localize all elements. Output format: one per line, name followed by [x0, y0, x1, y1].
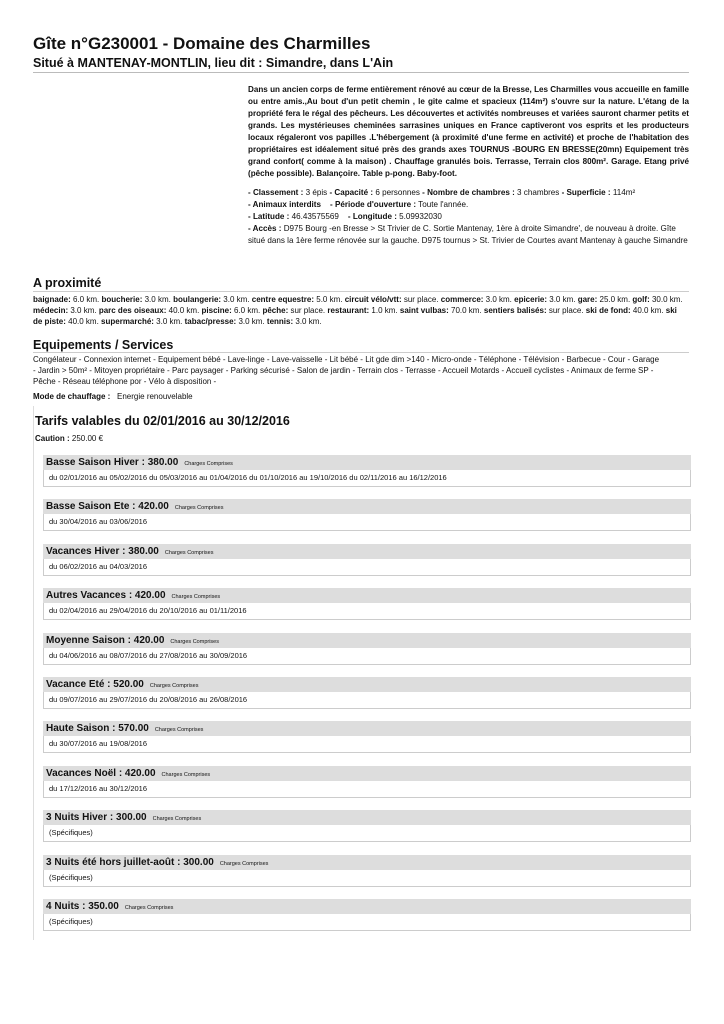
season-name: Vacances Noël : 420.00: [46, 767, 156, 779]
classement-label: - Classement :: [248, 188, 304, 197]
chambres-value: 3 chambres: [517, 188, 560, 197]
proximite-item-name: ski de fond:: [585, 306, 631, 315]
season-charges: Charges Comprises: [124, 905, 174, 911]
proximite-item-name: circuit vélo/vtt:: [344, 295, 402, 304]
season-header: [43, 899, 691, 914]
season-charges: Charges Comprises: [170, 638, 219, 645]
proximite-item-name: boulangerie:: [173, 295, 222, 304]
season-name: Basse Saison Ete : 420.00: [46, 501, 169, 513]
chauffage-line: [33, 391, 193, 402]
season-charges: Charges Comprises: [149, 683, 199, 689]
proximite-list: [33, 294, 685, 327]
season-header: [43, 499, 691, 514]
proximite-item-value: 3.0 km.: [547, 295, 578, 304]
tarifs-title: Tarifs valables du 02/01/2016 au 30/12/2016: [35, 414, 290, 428]
season-dates: (Spécifiques): [43, 870, 691, 887]
specs-line-4: [248, 223, 689, 247]
season-block: [43, 588, 691, 620]
proximite-item-name: tabac/presse:: [184, 317, 237, 326]
season-name: Vacances Hiver : 380.00: [46, 545, 159, 557]
longitude-label: - Longitude :: [347, 212, 397, 221]
season-block: [43, 766, 691, 798]
proximite-divider: [33, 291, 689, 292]
season-block: [43, 899, 691, 931]
season-header: [43, 721, 691, 736]
caution-label: Caution :: [35, 434, 70, 443]
season-block: [43, 677, 691, 709]
classement-value: 3 épis: [305, 188, 328, 197]
season-header: [43, 766, 691, 781]
season-name: Haute Saison : 570.00: [46, 723, 149, 735]
season-header: [43, 544, 691, 559]
specs-line-2: [248, 199, 689, 211]
season-dates: du 04/06/2016 au 08/07/2016 du 27/08/2016 au 30/09/2016: [43, 648, 691, 665]
proximite-item-name: sentiers balisés:: [483, 306, 547, 315]
proximite-item-value: 70.0 km.: [448, 306, 484, 315]
proximite-item-name: pêche:: [262, 306, 289, 315]
proximite-item-name: boucherie:: [101, 295, 143, 304]
acces-value: D975 Bourg -en Bresse > St Trivier de C. Sortie Mantenay, 1ère à droite Simandre', de nouveau à droite. Gîte situé dans la 1ère ferme rénovée sur la gauche. D975 tournus > St. Trivier de Courtes avant Mantenay à gauche Simandre: [248, 224, 688, 245]
equipements-title: Equipements / Services: [33, 338, 174, 352]
season-header: [43, 455, 691, 470]
description-text: Dans un ancien corps de ferme entièrement rénové au cœur de la Bresse, Les Charmilles vous accueille en famille ou entre amis.,Au bout d'un petit chemin , le gite calme et spacieux (114m²) s'ouvre sur la nature. L'étang de la propriété fera le régal des pêcheurs. Les découvertes et activités nombreuses et variées sauront charmer petits et grands. Les mystérieuses cheminées sarrasines uniques en France captiveront vos esprits et les producteurs locaux régaleront vos papilles .L'hébergement (à proximité d'une ferme en activité) et proche de l'habitation des propriétaires est idéalement situé près des grands axes TOURNUS -BOURG EN BRESSE(20mn) Equipement très grand confort( comme à la maison) . Chauffage granulés bois. Terrasse, Terrain clos 800m². Garage. Etang privé (pêche possible). Balançoire. Table p-pong. Baby-foot.: [248, 85, 689, 178]
season-dates: du 06/02/2016 au 04/03/2016: [43, 559, 691, 576]
season-block: [43, 455, 691, 487]
proximite-item-value: 40.0 km.: [166, 306, 202, 315]
proximite-item-value: 3.0 km.: [142, 295, 174, 304]
page-subtitle: Situé à MANTENAY-MONTLIN, lieu dit : Simandre, dans L'Ain: [33, 56, 394, 70]
season-dates: du 30/04/2016 au 03/06/2016: [43, 514, 691, 531]
equipements-divider: [33, 352, 689, 353]
season-dates: du 02/04/2016 au 29/04/2016 du 20/10/2016 au 01/11/2016: [43, 603, 691, 620]
specs-line-1: [248, 187, 689, 199]
animaux-label: - Animaux interdits: [248, 200, 322, 209]
season-dates: du 17/12/2016 au 30/12/2016: [43, 781, 691, 798]
proximite-item-name: saint vulbas:: [399, 306, 449, 315]
season-charges: Charges Comprises: [171, 594, 221, 601]
season-block: [43, 499, 691, 531]
season-dates: (Spécifiques): [43, 825, 691, 842]
proximite-item-value: 40.0 km.: [65, 317, 102, 326]
proximite-item-name: centre equestre:: [251, 295, 315, 304]
proximite-item-value: 5.0 km.: [314, 295, 345, 304]
proximite-item-name: baignade:: [33, 295, 71, 304]
superficie-label: - Superficie :: [561, 188, 611, 197]
season-header: [43, 855, 691, 870]
proximite-item-value: 1.0 km.: [369, 306, 400, 315]
season-name: 3 Nuits été hors juillet-août : 300.00: [46, 856, 214, 868]
season-dates: du 02/01/2016 au 05/02/2016 du 05/03/2016 au 01/04/2016 du 01/10/2016 au 19/10/2016 du 02/11/2016 au 16/12/2016: [43, 470, 691, 487]
proximite-item-name: parc des oiseaux:: [98, 306, 167, 315]
season-name: Basse Saison Hiver : 380.00: [46, 457, 179, 468]
season-name: Autres Vacances : 420.00: [46, 590, 166, 602]
proximite-item-name: médecin:: [33, 306, 69, 315]
season-name: 4 Nuits : 350.00: [46, 901, 119, 912]
superficie-value: 114m²: [612, 188, 636, 197]
proximite-item-value: 3.0 km.: [68, 306, 99, 315]
proximite-item-value: 3.0 km.: [221, 295, 252, 304]
season-charges: Charges Comprises: [164, 549, 214, 556]
chauffage-label: Mode de chauffage :: [33, 392, 111, 401]
proximite-item-value: 40.0 km.: [630, 306, 666, 315]
description-block: [248, 84, 689, 247]
latitude-value: 46.43575569: [291, 212, 339, 221]
caution-value: 250.00 €: [71, 434, 104, 443]
season-header: [43, 677, 691, 692]
page-title: Gîte n°G230001 - Domaine des Charmilles: [33, 34, 371, 53]
season-block: [43, 721, 691, 753]
proximite-item-value: sur place.: [288, 306, 328, 315]
proximite-item-name: ski de piste:: [33, 306, 677, 326]
periode-label: - Période d'ouverture :: [330, 200, 417, 209]
proximite-item-value: sur place.: [401, 295, 441, 304]
season-dates: (Spécifiques): [43, 914, 691, 931]
proximite-title: A proximité: [33, 276, 102, 290]
proximite-item-value: 3.0 km.: [153, 317, 185, 326]
page-header: [33, 34, 689, 71]
chambres-label: - Nombre de chambres :: [422, 188, 515, 197]
periode-value: Toute l'année.: [418, 200, 469, 209]
proximite-item-value: 6.0 km.: [70, 295, 102, 304]
season-header: [43, 588, 691, 603]
proximite-item-name: piscine:: [201, 306, 232, 315]
season-dates: du 09/07/2016 au 29/07/2016 du 20/08/2016 au 26/08/2016: [43, 692, 691, 709]
proximite-item-value: 3.0 km.: [293, 317, 322, 326]
proximite-item-name: commerce:: [440, 295, 484, 304]
proximite-item-name: gare:: [577, 295, 598, 304]
specs-block: [248, 187, 689, 247]
season-block: [43, 855, 691, 887]
equipements-list: Congélateur - Connexion internet - Equipement bébé - Lave-linge - Lave-vaisselle - Lit bébé - Lit gde dim >140 - Micro-onde - Téléphone - Télévision - Barbecue - Cour - Garage - Jardin > 50m² - Mitoyen propriétaire - Parc paysager - Parking sécurisé - Salon de jardin - Terrain clos - Terrasse - Accueil Motards - Accueil cyclistes - Animaux de ferme SP - Pêche - Réseau téléphone por - Vélo à disposition -: [33, 355, 660, 386]
longitude-value: 5.09932030: [399, 212, 442, 221]
season-block: [43, 544, 691, 576]
season-header: [43, 633, 691, 648]
capacite-label: - Capacité :: [329, 188, 374, 197]
proximite-item-name: epicerie:: [514, 295, 548, 304]
proximite-item-value: 3.0 km.: [236, 317, 267, 326]
capacite-value: 6 personnes: [375, 188, 420, 197]
proximite-item-value: 3.0 km.: [483, 295, 515, 304]
chauffage-value: Energie renouvelable: [117, 392, 193, 401]
proximite-item-name: tennis:: [266, 317, 294, 326]
proximite-item-value: 6.0 km.: [231, 306, 263, 315]
season-name: Vacance Eté : 520.00: [46, 679, 144, 690]
season-block: [43, 633, 691, 665]
proximite-item-value: 25.0 km.: [597, 295, 633, 304]
specs-line-3: [248, 211, 689, 223]
proximite-item-name: golf:: [632, 295, 650, 304]
season-charges: Charges Comprises: [174, 505, 224, 512]
latitude-label: - Latitude :: [248, 212, 290, 221]
season-charges: Charges Comprises: [184, 461, 233, 467]
season-charges: Charges Comprises: [161, 771, 211, 778]
header-divider: [33, 72, 689, 73]
season-header: [43, 810, 691, 825]
season-block: [43, 810, 691, 842]
season-charges: Charges Comprises: [152, 816, 202, 823]
season-charges: Charges Comprises: [219, 860, 269, 867]
caution-line: [35, 434, 103, 443]
proximite-item-value: sur place.: [546, 306, 586, 315]
season-name: 3 Nuits Hiver : 300.00: [46, 812, 147, 824]
proximite-item-name: restaurant:: [327, 306, 370, 315]
proximite-item-name: supermarché:: [101, 317, 154, 326]
season-name: Moyenne Saison : 420.00: [46, 634, 165, 646]
season-dates: du 30/07/2016 au 19/08/2016: [43, 736, 691, 753]
season-charges: Charges Comprises: [154, 727, 204, 734]
proximite-item-value: 30.0 km.: [649, 295, 683, 304]
acces-label: - Accès :: [248, 224, 282, 233]
